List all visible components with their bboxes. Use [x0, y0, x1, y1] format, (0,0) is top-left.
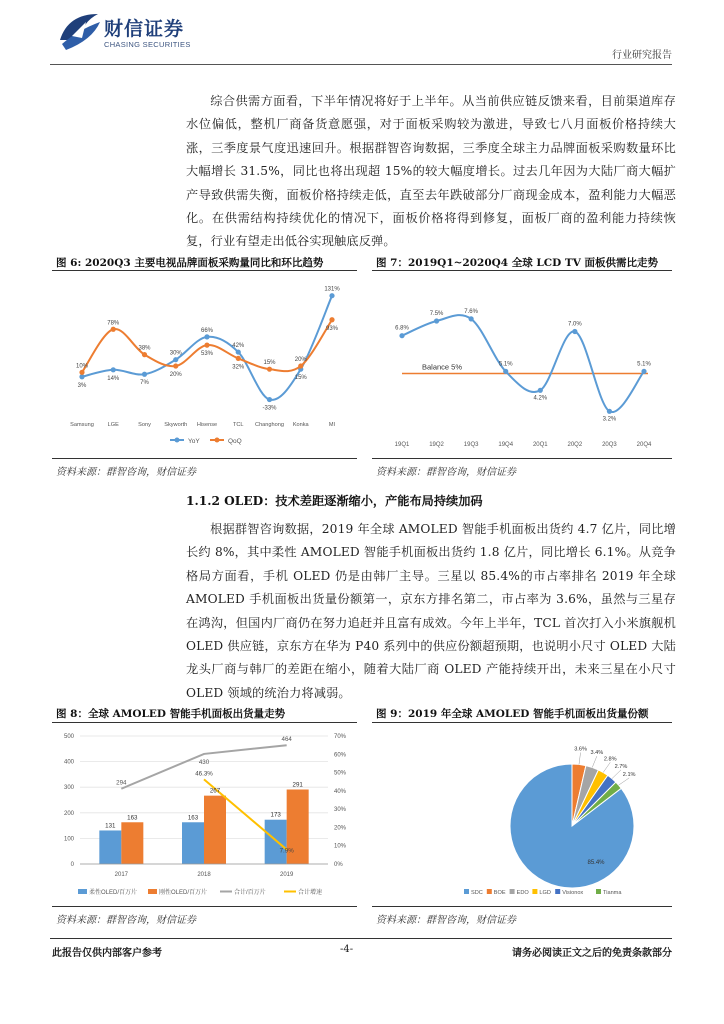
fig7-xtick-7: 20Q4	[636, 442, 652, 448]
fig7-point-6	[607, 409, 612, 414]
fig8-label-flexible-2: 173	[270, 811, 281, 819]
fig9-legend-swatch-boe	[487, 889, 492, 894]
fig8-label-growth-2: 7.9%	[279, 847, 294, 855]
paragraph-oled: 根据群智咨询数据，2019 年全球 AMOLED 智能手机面板出货约 4.7 亿片，同比增长约 8%，其中柔性 AMOLED 智能手机面板出货约 1.8 亿片，同比增长 6.1%。从竞争格局方面看，手机 OLED 仍是由韩厂主导。三星以 85.4%的市占率排名 2019 年全球 AMOLED 手机面板出货量份额第一，京东方排名第二，市占率为 3.6%，虽然与三星存在鸿沟，但国内厂商仍在努力追赶并且富有成效。今年上半年，TCL 首次打入小米旗舰机 OLED 供应链，京东方在华为 P40 系列中的供应份额超预期，也说明小尺寸 OLED 大陆龙头厂商与韩厂的差距在缩小，随着大陆厂商 OLED 产能持续开出，未来三星在小尺寸 OLED 领域的统治力将减弱。	[186, 522, 676, 700]
fig6-point-qoq-7	[298, 363, 303, 368]
fig6-label-qoq-8: 93%	[325, 325, 339, 332]
fig6-label-qoq-2: 38%	[138, 345, 151, 352]
fig7-label-7: 5.1%	[637, 361, 651, 368]
figure-8-chart	[52, 726, 357, 902]
fig6-point-yoy-1	[111, 367, 116, 372]
fig9-legend-swatch-lgd	[532, 889, 537, 894]
fig7-label-6: 3.2%	[602, 416, 617, 423]
fig9-legend-swatch-tianma	[596, 889, 601, 894]
fig8-line-total	[121, 745, 286, 789]
fig9-leader-boe	[579, 752, 581, 764]
fig8-bar-rigid-0	[121, 822, 143, 864]
fig6-label-yoy-4: 66%	[200, 327, 214, 334]
fig7-xtick-2: 19Q3	[463, 442, 479, 448]
figure-6-bottom-rule	[52, 458, 357, 459]
fig9-leader-visionox	[612, 770, 621, 779]
fig6-point-yoy-3	[173, 357, 178, 362]
figure-6-rule	[52, 270, 357, 271]
fig6-label-qoq-0: 10%	[75, 363, 89, 370]
fig9-legend-label-visionox: Visionox	[562, 890, 584, 896]
header-rule	[50, 64, 672, 65]
fig7-xtick-0: 19Q1	[394, 442, 410, 448]
fig7-balance-label: Balance 5%	[422, 362, 463, 372]
figure-8-bottom-rule	[52, 906, 357, 907]
fig8-xtick-0: 2017	[114, 872, 129, 878]
fig6-label-yoy-0: 3%	[77, 382, 87, 389]
fig9-leader-edo	[592, 756, 597, 767]
fig9-legend-swatch-sdc	[464, 889, 469, 894]
fig8-ytick-left-5: 500	[63, 734, 74, 740]
fig6-point-qoq-0	[79, 370, 84, 375]
figure-6-source: 资料来源：群智咨询，财信证券	[56, 467, 196, 478]
fig6-point-yoy-0	[79, 374, 84, 379]
fig9-legend-swatch-visionox	[555, 889, 560, 894]
fig7-point-1	[434, 318, 439, 323]
figure-9-source: 资料来源：群智咨询，财信证券	[376, 915, 516, 926]
logo-cn-text: 财信证券	[104, 18, 185, 40]
figure-7-rule	[372, 270, 672, 271]
fig8-ytick-left-4: 400	[63, 759, 74, 766]
fig9-legend-label-lgd: LGD	[539, 890, 551, 896]
document-type: 行业研究报告	[612, 50, 672, 61]
fig8-ytick-right-3: 30%	[334, 807, 347, 814]
fig6-xtick-8: MI	[328, 422, 336, 428]
fig8-ytick-right-6: 60%	[334, 752, 347, 759]
fig6-xtick-7: Konka	[292, 422, 309, 428]
fig6-label-yoy-3: 30%	[169, 350, 182, 357]
fig9-label-lgd: 2.8%	[603, 756, 617, 763]
fig7-label-2: 7.6%	[464, 308, 478, 315]
fig9-label-visionox: 2.7%	[614, 763, 628, 770]
logo-en-text: CHASING SECURITIES	[104, 40, 191, 49]
fig6-point-qoq-5	[236, 356, 241, 361]
fig9-legend-label-tianma: Tianma	[603, 890, 622, 896]
fig6-xtick-0: Samsung	[70, 422, 94, 428]
fig6-point-yoy-4	[204, 334, 209, 339]
fig7-point-3	[503, 369, 508, 374]
fig6-label-yoy-5: 42%	[232, 343, 245, 350]
fig6-xtick-2: Sony	[138, 422, 151, 428]
fig7-xtick-1: 19Q2	[429, 442, 444, 448]
figure-9-chart	[372, 726, 672, 902]
fig6-label-yoy-6: -33%	[262, 405, 277, 412]
fig7-label-3: 5.1%	[498, 361, 513, 368]
figure-7-bottom-rule	[372, 458, 672, 459]
fig9-legend-label-edo: EDO	[516, 890, 529, 896]
fig8-label-flexible-0: 131	[105, 822, 116, 830]
fig8-ytick-left-1: 100	[63, 836, 74, 843]
fig8-ytick-right-1: 10%	[334, 843, 347, 850]
legend-flexible: 柔性OLED/百万片	[89, 890, 138, 896]
fig8-label-flexible-1: 163	[187, 814, 199, 822]
fig8-label-total-1: 430	[198, 758, 210, 766]
fig6-point-qoq-4	[204, 343, 209, 348]
figure-9-title: 图 9：2019 年全球 AMOLED 智能手机面板出货量份额	[376, 708, 649, 720]
fig7-label-0: 6.8%	[395, 325, 409, 332]
fig8-ytick-right-5: 50%	[334, 770, 347, 777]
legend-qoq: QoQ	[228, 438, 242, 445]
fig7-label-5: 7.0%	[568, 321, 582, 328]
fig6-label-qoq-5: 32%	[232, 364, 245, 371]
fig6-label-qoq-6: 15%	[263, 360, 276, 367]
fig6-xtick-4: Hisense	[196, 422, 218, 428]
fig7-label-4: 4.2%	[533, 395, 548, 402]
fig6-point-yoy-2	[142, 372, 147, 377]
paragraph-supply-demand: 综合供需方面看，下半年情况将好于上半年。从当前供应链反馈来看，目前渠道库存水位偏低，整机厂商备货意愿强，对于面板采购较为激进，导致七八月面板价格持续大涨，三季度景气度迅速回升。根据群智咨询数据，三季度全球主力品牌面板采购数量环比大幅增长 31.5%，同比也将出现超 15%的较大幅度增长。过去几年因为大陆厂商大幅扩产导致供需失衡，面板价格持续走低，直至去年跌破部分厂商现金成本，盈利能力大幅恶化。在供需结构持续优化的情况下，面板价格将得到修复，面板厂商的盈利能力持续恢复，行业有望走出低谷实现触底反弹。	[186, 94, 676, 249]
fig6-label-yoy-7: 15%	[294, 375, 307, 382]
fig6-line-yoy	[82, 296, 332, 400]
legend-growth: 合计增速	[298, 890, 323, 896]
fig6-point-yoy-6	[267, 397, 272, 402]
fig7-label-1: 7.5%	[429, 311, 444, 317]
fig6-point-yoy-5	[236, 349, 241, 354]
figure-9-rule	[372, 722, 672, 723]
fig6-label-yoy-1: 14%	[107, 375, 120, 382]
fig6-label-qoq-4: 53%	[200, 351, 214, 358]
page-number: -4-	[340, 944, 354, 955]
fig7-point-5	[572, 329, 577, 334]
legend-rigid: 刚性OLED/百万片	[159, 890, 208, 896]
footer-disclaimer-left: 此报告仅供内部客户参考	[52, 948, 162, 959]
section-heading-oled: 1.1.2 OLED：技术差距逐渐缩小，产能布局持续加码	[186, 494, 483, 508]
fig7-point-2	[469, 316, 474, 321]
figure-7-title: 图 7：2019Q1~2020Q4 全球 LCD TV 面板供需比走势	[376, 257, 659, 269]
fig8-xtick-2: 2019	[279, 872, 294, 878]
fig8-ytick-left-0: 0	[70, 862, 74, 868]
fig8-label-rigid-0: 163	[127, 814, 138, 822]
fig8-ytick-right-7: 70%	[334, 734, 347, 740]
fig6-point-yoy-8	[329, 293, 334, 298]
fig7-xtick-5: 20Q2	[567, 442, 583, 448]
figure-6-chart	[52, 276, 352, 454]
fig6-point-qoq-2	[142, 352, 147, 357]
fig8-bar-flexible-1	[182, 822, 204, 864]
fig8-xtick-1: 2018	[197, 872, 211, 878]
fig6-label-qoq-7: 20%	[294, 357, 307, 363]
fig9-leader-lgd	[603, 762, 610, 772]
fig8-label-total-2: 464	[281, 736, 292, 744]
figure-8-source: 资料来源：群智咨询，财信证券	[56, 915, 196, 926]
fig9-legend-label-boe: BOE	[493, 890, 506, 896]
figure-6-legend	[170, 438, 242, 446]
fig8-bar-flexible-2	[265, 820, 287, 864]
fig7-point-7	[641, 369, 646, 374]
fig8-label-growth-1: 46.3%	[195, 770, 213, 778]
fig6-label-yoy-2: 7%	[140, 380, 149, 387]
fig6-point-qoq-3	[173, 363, 178, 368]
fig8-ytick-right-4: 40%	[334, 788, 347, 795]
footer-rule	[50, 938, 672, 939]
fig6-xtick-5: TCL	[232, 422, 244, 428]
fig8-bar-flexible-0	[99, 830, 121, 864]
fig8-bar-rigid-1	[204, 796, 226, 864]
fig8-ytick-left-3: 300	[63, 785, 74, 792]
figure-8-rule	[52, 722, 357, 723]
fig9-label-tianma: 2.1%	[622, 771, 636, 778]
figure-6-title: 图 6: 2020Q3 主要电视品牌面板采购量同比和环比趋势	[56, 257, 324, 269]
logo-emblem-icon	[58, 10, 102, 54]
legend-total: 合计/百万片	[234, 890, 266, 896]
fig9-leader-tianma	[619, 778, 630, 785]
fig9-legend-swatch-edo	[510, 889, 515, 894]
fig8-label-rigid-1: 267	[209, 787, 221, 795]
fig8-label-total-0: 294	[116, 779, 127, 787]
fig6-label-qoq-3: 20%	[169, 372, 182, 378]
fig8-label-rigid-2: 291	[292, 781, 303, 789]
fig6-xtick-1: LGE	[107, 422, 119, 428]
footer-disclaimer-right: 请务必阅读正文之后的免责条款部分	[512, 948, 672, 959]
fig7-point-0	[399, 333, 404, 338]
figure-7-chart	[372, 276, 672, 454]
fig7-xtick-6: 20Q3	[602, 442, 617, 448]
fig9-legend-label-sdc: SDC	[471, 890, 483, 896]
figure-8-title: 图 8：全球 AMOLED 智能手机面板出货量走势	[56, 708, 286, 720]
fig6-point-qoq-1	[111, 327, 116, 332]
legend-yoy: YoY	[188, 438, 200, 445]
fig6-xtick-6: Changhong	[255, 422, 284, 428]
figure-9-bottom-rule	[372, 906, 672, 907]
fig8-ytick-right-0: 0%	[334, 862, 343, 868]
figure-8-legend	[78, 888, 322, 896]
fig6-point-qoq-8	[329, 317, 334, 322]
fig6-xtick-3: Skyworth	[164, 422, 188, 428]
fig8-ytick-right-2: 20%	[334, 825, 347, 832]
fig7-xtick-3: 19Q4	[498, 442, 514, 448]
fig6-label-yoy-8: 131%	[324, 286, 340, 293]
fig6-point-qoq-6	[267, 367, 272, 372]
fig9-label-boe: 3.6%	[574, 746, 587, 753]
fig9-label-sdc: 85.4%	[587, 860, 605, 866]
figure-7-source: 资料来源：群智咨询，财信证券	[376, 467, 516, 478]
fig7-point-4	[538, 388, 543, 393]
fig8-ytick-left-2: 200	[63, 810, 74, 817]
fig6-label-qoq-1: 78%	[107, 320, 120, 327]
fig9-label-edo: 3.4%	[590, 750, 604, 757]
fig7-xtick-4: 20Q1	[532, 442, 548, 448]
